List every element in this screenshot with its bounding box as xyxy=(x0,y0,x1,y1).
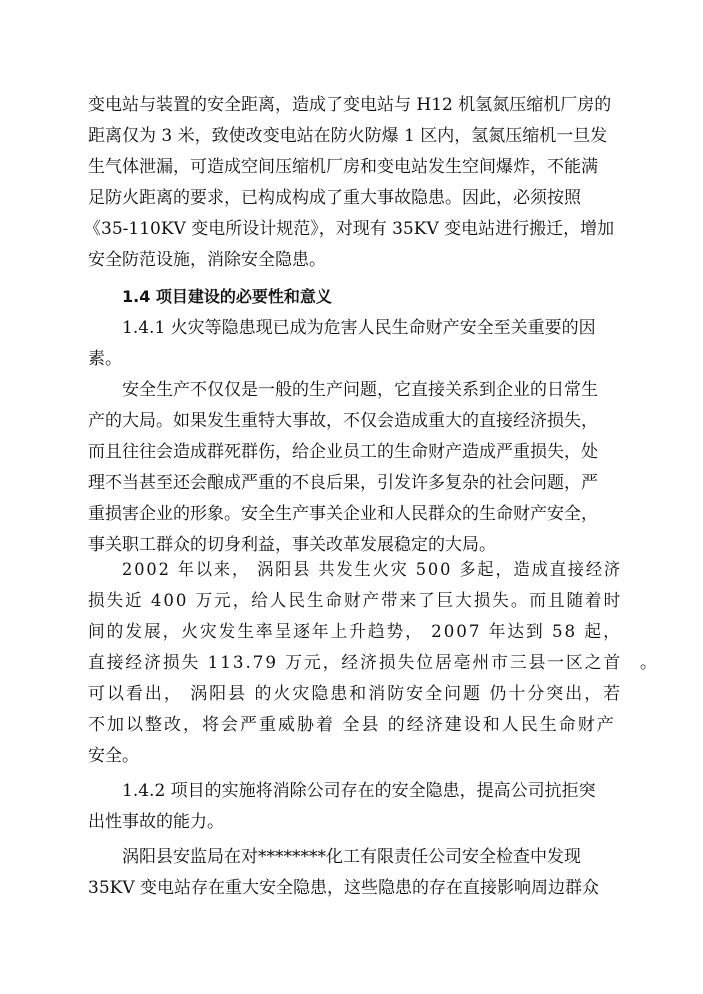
section-heading: 1.4 项目建设的必要性和意义 xyxy=(122,287,332,306)
text-line: 安全防范设施，消除安全隐患。 xyxy=(88,250,326,270)
text-line: 安全生产不仅仅是一般的生产问题，它直接关系到企业的日常生 xyxy=(122,380,598,400)
text-line: 生气体泄漏，可造成空间压缩机厂房和变电站发生空间爆炸，不能满 xyxy=(88,157,598,177)
text-line: 不加以整改，将会严重威胁着 全县 的经济建设和人民生命财产 xyxy=(88,715,616,735)
text-line: 1.4.2 项目的实施将消除公司存在的安全隐患，提高公司抗拒突 xyxy=(122,781,596,801)
text-line: 2002 年以来， 涡阳县 共发生火灾 500 多起，造成直接经济 xyxy=(122,560,622,580)
text-line: 涡阳县安监局在对********化工有限责任公司安全检查中发现 xyxy=(122,847,581,867)
text-line: 理不当甚至还会酿成严重的不良后果，引发许多复杂的社会问题，严 xyxy=(88,473,598,493)
text-line: 变电站与装置的安全距离，造成了变电站与 H12 机氢氮压缩机厂房的 xyxy=(88,95,612,115)
text-line: 产的大局。如果发生重特大事故，不仅会造成重大的直接经济损失， xyxy=(88,411,598,431)
text-line: 出性事故的能力。 xyxy=(88,812,224,832)
text-line: 足防火距离的要求，已构成构成了重大事故隐患。因此，必须按照 xyxy=(88,188,581,208)
text-line: 1.4.1 火灾等隐患现已成为危害人民生命财产安全至关重要的因 xyxy=(122,318,596,338)
text-line: 间的发展，火灾发生率呈逐年上升趋势， 2007 年达到 58 起， xyxy=(88,622,622,642)
text-line: 而且往往会造成群死群伤，给企业员工的生命财产造成严重损失，处 xyxy=(88,442,598,462)
text-line: 重损害企业的形象。安全生产事关企业和人民群众的生命财产安全， xyxy=(88,504,598,524)
text-line: 可以看出， 涡阳县 的火灾隐患和消防安全问题 仍十分突出，若 xyxy=(88,684,623,704)
text-line: 距离仅为 3 米，致使改变电站在防火防爆 1 区内，氢氮压缩机一旦发 xyxy=(88,126,608,146)
stray-period: 。 xyxy=(640,653,657,673)
text-line: 安全。 xyxy=(88,746,139,766)
text-line: 事关职工群众的切身利益，事关改革发展稳定的大局。 xyxy=(88,535,496,555)
text-line: 《35-110KV 变电所设计规范》，对现有 35KV 变电站进行搬迁，增加 xyxy=(84,219,615,239)
text-line: 损失近 400 万元，给人民生命财产带来了巨大损失。而且随着时 xyxy=(88,591,623,611)
text-line: 直接经济损失 113.79 万元，经济损失位居亳州市三县一区之首 xyxy=(88,653,623,673)
text-line: 素。 xyxy=(88,349,122,369)
text-line: 35KV 变电站存在重大安全隐患，这些隐患的存在直接影响周边群众 xyxy=(88,878,600,898)
